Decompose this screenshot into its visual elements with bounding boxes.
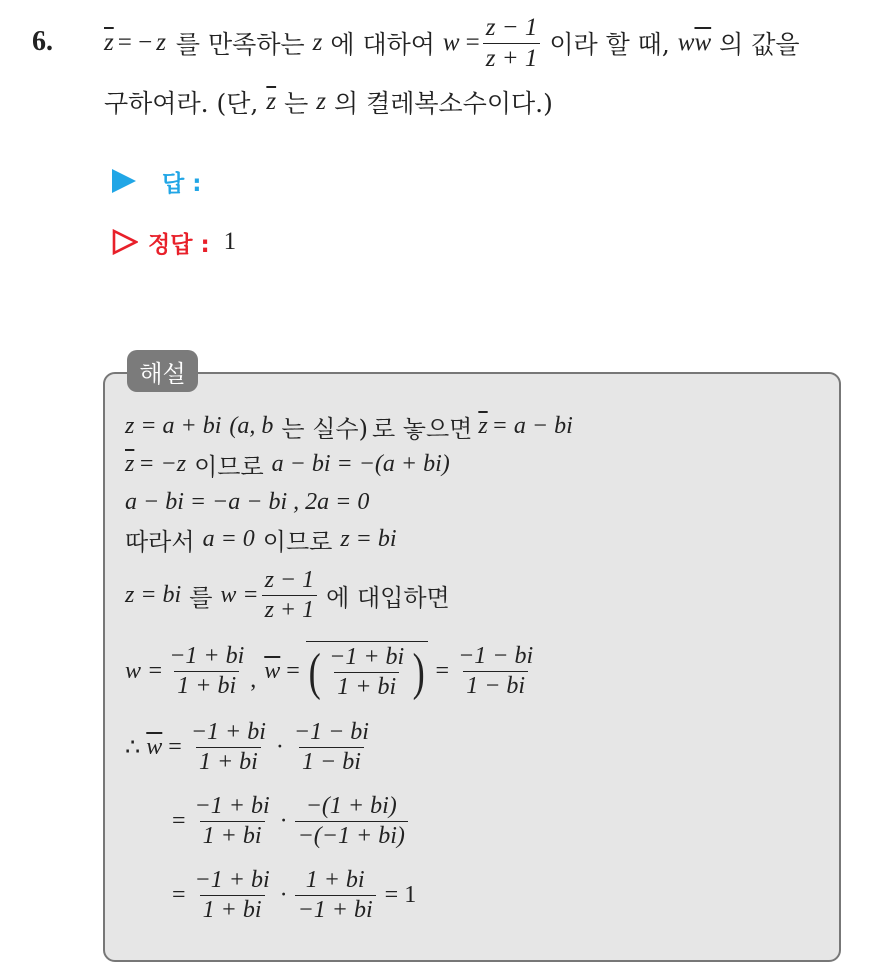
wbar: $\overline{w}$: [146, 733, 163, 760]
correct-answer-value: 1: [223, 228, 237, 255]
answer-row: [112, 165, 201, 197]
dot: ·: [279, 807, 288, 834]
denominator: 1 + bi: [174, 671, 239, 700]
equals: =: [465, 29, 480, 56]
denominator: 1 + bi: [196, 747, 261, 776]
math: = −z: [138, 450, 187, 477]
math: z = a + bi: [125, 412, 222, 439]
text: 는: [284, 89, 309, 118]
question-line-1: [104, 8, 800, 78]
text: 에 대입하면: [326, 583, 450, 612]
fraction: [192, 867, 273, 924]
result: = 1: [384, 881, 417, 908]
wbar: $\overline{w}$: [694, 29, 712, 56]
w-var: w: [677, 29, 695, 56]
fraction: [326, 644, 407, 701]
denominator: −(−1 + bi): [295, 821, 408, 850]
math: z = bi: [340, 525, 397, 552]
numerator: −1 + bi: [194, 866, 270, 893]
solution-line-7: [125, 712, 375, 782]
w-var: w: [442, 29, 460, 56]
zbar: $\overline{z}$: [478, 412, 488, 439]
text: 이므로: [194, 452, 264, 481]
correct-answer-label: 정답 :: [148, 231, 210, 258]
denominator: z + 1: [262, 595, 318, 624]
fraction: [295, 867, 376, 924]
equals: =: [172, 881, 186, 908]
denominator: 1 + bi: [200, 821, 265, 850]
text: 이므로: [262, 527, 333, 556]
equals: =: [435, 657, 450, 684]
text: 는 실수): [281, 414, 368, 443]
zbar: $\overline{z}$: [104, 29, 114, 56]
therefore: ∴: [125, 734, 141, 761]
solution-line-2: [125, 446, 450, 482]
numerator: −1 + bi: [329, 644, 405, 670]
solution-line-6: [125, 634, 539, 708]
solution-line-4: [125, 521, 397, 557]
numerator: −1 − bi: [293, 718, 369, 745]
text: 를: [189, 583, 213, 612]
denominator: z + 1: [483, 43, 541, 73]
right-paren: ): [412, 643, 425, 701]
solution-line-1: [125, 408, 573, 444]
question-line-2: [104, 82, 553, 122]
math: a − bi = −a − bi , 2a = 0: [125, 488, 370, 515]
numerator: −1 + bi: [194, 792, 270, 819]
solution-line-3: [125, 484, 369, 520]
math: z = bi: [125, 581, 182, 608]
math: a − bi = −(a + bi): [271, 450, 450, 477]
denominator: 1 − bi: [299, 747, 364, 776]
fraction: [262, 567, 318, 624]
fraction: [192, 793, 273, 850]
fraction: [483, 14, 541, 73]
math: w =: [125, 657, 164, 684]
numerator: −(1 + bi): [305, 792, 397, 819]
fraction: [188, 719, 269, 776]
denominator: 1 + bi: [200, 895, 265, 924]
fraction: [455, 643, 536, 700]
text: 를 만족하는: [175, 30, 305, 59]
numerator: z − 1: [264, 566, 315, 593]
math: w =: [220, 581, 259, 608]
text: 따라서: [125, 527, 195, 556]
fraction: [291, 719, 372, 776]
solution-line-9: [172, 860, 416, 930]
fraction: [166, 643, 247, 700]
z-var: z: [156, 29, 166, 56]
equals: =: [172, 807, 186, 834]
correct-answer-row: [112, 226, 236, 258]
text: 구하여라. (단,: [104, 89, 259, 118]
question-number: 6.: [32, 26, 53, 57]
zbar: $\overline{z}$: [266, 88, 277, 115]
answer-label: 답 :: [162, 170, 202, 197]
denominator: −1 + bi: [295, 895, 376, 924]
conjugate-bar: [306, 641, 428, 701]
text: 의 켤레복소수이다.): [333, 89, 553, 118]
text: 이라 할 때,: [549, 30, 670, 59]
fraction: [295, 793, 408, 850]
equals: =: [168, 733, 182, 760]
denominator: 1 − bi: [463, 671, 528, 700]
denominator: 1 + bi: [334, 672, 399, 701]
outline-triangle-icon: [112, 229, 138, 255]
solution-line-5: [125, 562, 450, 628]
wbar: $\overline{w}$: [264, 657, 281, 684]
numerator: −1 + bi: [169, 642, 245, 669]
text: 로 놓으면: [371, 414, 473, 443]
text: 의 값을: [719, 30, 800, 59]
math: (a, b: [229, 412, 274, 439]
math: a = 0: [202, 525, 255, 552]
equals: =: [286, 657, 300, 684]
solution-tag: 해설: [127, 350, 198, 392]
numerator: −1 + bi: [190, 718, 266, 745]
equals-minus: = −: [117, 29, 153, 56]
z-var: z: [316, 88, 326, 115]
solution-line-8: [172, 786, 411, 856]
comma: ,: [250, 667, 257, 693]
play-triangle-icon: [112, 169, 136, 193]
numerator: −1 − bi: [458, 642, 534, 669]
z-var: z: [312, 29, 323, 56]
zbar: $\overline{z}$: [125, 450, 135, 477]
math: = a − bi: [491, 412, 573, 439]
dot: ·: [279, 881, 288, 908]
numerator: 1 + bi: [305, 866, 365, 893]
dot: ·: [275, 733, 284, 760]
numerator: z − 1: [485, 13, 538, 41]
text: 에 대하여: [330, 30, 435, 59]
left-paren: (: [308, 643, 321, 701]
